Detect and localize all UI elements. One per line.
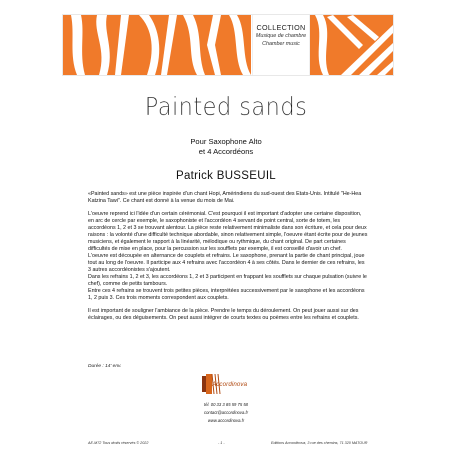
contact-website[interactable]: www.accordinova.fr [207,418,245,423]
piece-title: Painted sands [144,92,308,121]
orange-wave-pattern-icon [63,15,393,75]
publisher-logo [198,372,254,398]
publisher-logo-text: Accordinova [212,381,248,388]
duration: Durée : 14' env. [88,364,122,369]
publisher-contact [0,401,452,425]
program-notes [88,191,368,329]
composer-name: Patrick BUSSEUIL [175,170,277,182]
paragraph-1: «Painted sands» est une pièce inspirée d'un chant Hopi, Amérindiens du sud-ouest des Etats-Unis. Intitulé "He-Hea Katzina Tawi". Ce chant est donné à la venue du mois de Mai. [88,191,362,204]
contact-phone: tél. 00 33 3 85 59 75 58 [203,402,248,407]
footer-copyright: AE-M72 Tous droits réservés © 2022 [88,441,149,445]
collection-title: COLLECTION [256,23,306,32]
footer-page-number: - 1 - [218,441,225,445]
collection-line-1: Musique de chambre [255,33,307,39]
footer-publisher-address: Editions Accordinova, 3 rue des chemins, 71 320 MATOUR [271,441,368,445]
paragraph-6: Il est important de souligner l'ambiance de la pièce. Prendre le temps du déroulement. On peut jouer aussi sur des éclairages, ou des déguisements. On peut aussi intégrer de courts textes ou poèmes entre les refrains et couplets. [88,308,359,322]
paragraph-5: Entre ces 4 refrains se trouvent trois petites pièces, interprétées successivement par le saxophone et les accordéons 1, 2 puis 3. Ces trois moments correspondent aux couplets. [88,287,365,301]
instrumentation-line-2: et 4 Accordéons [198,146,254,156]
contact-email[interactable]: contact@accordinova.fr [203,410,249,415]
paragraph-2: L'oeuvre reprend ici l'idée d'un certain cérémonial. C'est pourquoi il est important d'adopter une certaine disposition, en arc de cercle par exemple, le saxophoniste et l'accordéon 4 servant de point central, sorte de totem, les accordéons 1, 2 et 3 se trouvant alentour. La pièce reste relativement minimaliste dans son écriture, et cela pour deux raisons : la volonté d'une difficulté technique abordable, sinon relativement simple, l'oeuvre étant écrite pour de jeunes musiciens, et également le rapport à la linéarité, mélodique ou rythmique, du chant original. De part certaines difficultés de mise en place, pour la percussion sur les soufflets par exemple, il est conseillé d'avoir un chef. [88,211,368,253]
instrumentation [0,137,452,156]
collection-label-box [252,15,310,75]
paragraph-3: L'oeuvre est découpée en alternance de couplets et refrains. Le saxophone, prenant la partie de chant principal, joue tout au long de l'oeuvre. Il participe aux 4 refrains avec l'accordéon 4 à ses côtés. Dans le dernier de ces refrains, les 3 autres accordéonistes s'ajoutent. [88,253,365,274]
collection-banner [62,14,394,76]
instrumentation-line-1: Pour Saxophone Alto [190,137,262,146]
paragraph-4: Dans les refrains 1, 2 et 3, les accordéons 1, 2 et 3 participent en frappant les soufflets sur chaque pulsation (suivre le chef), comme de petits tambours. [88,273,367,287]
collection-line-2: Chamber music [262,41,300,47]
